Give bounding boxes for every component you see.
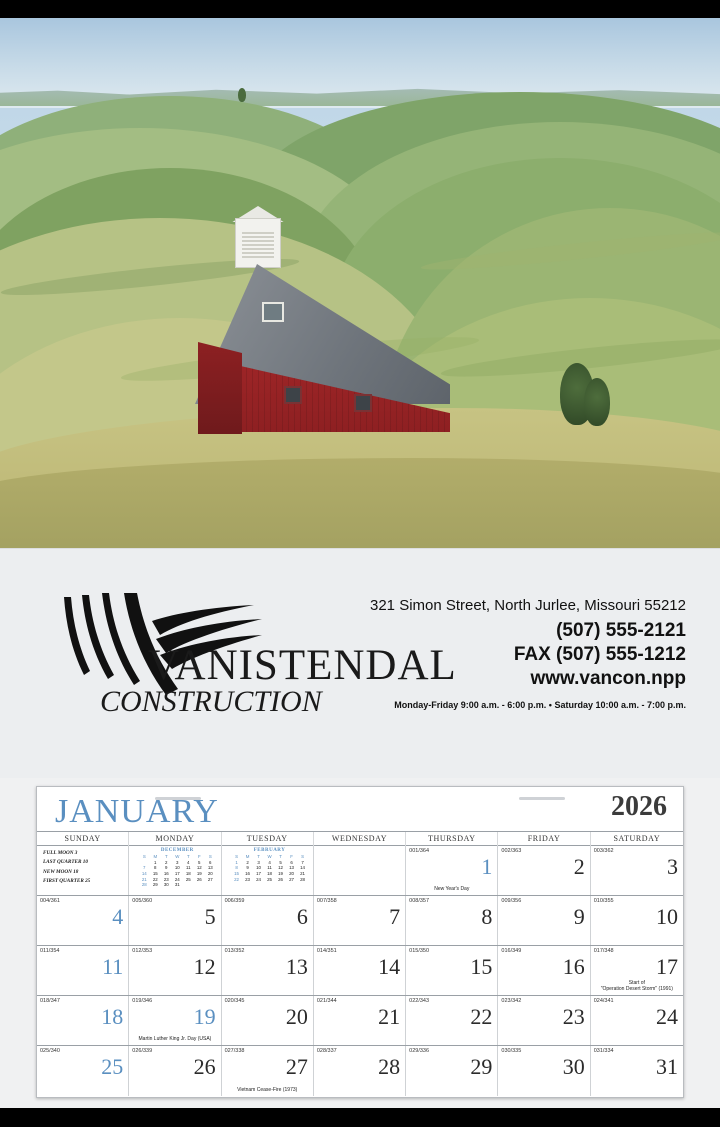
day-cell-30[interactable] xyxy=(498,1046,590,1096)
julian-date: 010/355 xyxy=(593,898,614,904)
day-cell-2[interactable] xyxy=(498,846,590,895)
day-number: 9 xyxy=(573,904,585,929)
julian-date: 020/345 xyxy=(224,998,245,1004)
day-number: 7 xyxy=(389,904,401,929)
contact-block xyxy=(370,597,686,710)
company-phone: (507) 555-2121 xyxy=(556,620,686,641)
day-cell-24[interactable] xyxy=(591,996,683,1045)
day-number: 29 xyxy=(470,1054,493,1079)
advertiser-panel xyxy=(0,548,720,778)
julian-date: 002/363 xyxy=(501,848,522,854)
hero-photo xyxy=(0,18,720,548)
day-number: 30 xyxy=(562,1054,585,1079)
julian-date: 004/361 xyxy=(40,898,60,904)
day-cell-16[interactable] xyxy=(498,946,590,995)
barn-window xyxy=(262,302,284,322)
julian-date: 012/353 xyxy=(132,948,153,954)
julian-date: 026/339 xyxy=(132,1048,153,1054)
day-header-friday: FRIDAY xyxy=(498,832,590,846)
barn-window xyxy=(284,386,302,404)
calendar-header xyxy=(37,787,683,831)
julian-date: 016/349 xyxy=(501,948,522,954)
day-of-week-row xyxy=(37,831,683,845)
day-cell-11[interactable] xyxy=(37,946,129,995)
day-number: 19 xyxy=(193,1004,216,1029)
calendar-page xyxy=(0,18,720,1108)
day-cell-21[interactable] xyxy=(314,996,406,1045)
day-cell-1[interactable] xyxy=(406,846,498,895)
day-number: 4 xyxy=(112,904,124,929)
day-cell-23[interactable] xyxy=(498,996,590,1045)
day-number: 27 xyxy=(285,1054,308,1079)
company-website[interactable]: www.vancon.npp xyxy=(530,668,686,689)
julian-date: 029/336 xyxy=(409,1048,430,1054)
day-number: 16 xyxy=(562,954,585,979)
day-cell-22[interactable] xyxy=(406,996,498,1045)
day-header-monday: MONDAY xyxy=(129,832,221,846)
day-number: 22 xyxy=(470,1004,493,1029)
julian-date: 014/351 xyxy=(316,948,337,954)
foreground-field-shadow xyxy=(0,458,720,548)
day-header-sunday: SUNDAY xyxy=(37,832,129,846)
julian-date: 023/342 xyxy=(501,998,522,1004)
julian-date: 003/362 xyxy=(593,848,614,854)
julian-date: 019/346 xyxy=(132,998,153,1004)
mini-month: DECEMBER S M T W T F S 1 2 3 4 5 6 7 8 9 10 11 12 13 14 15 16 17 18 19 20 21 22 23 24 25 26 27 28 29 30 31 xyxy=(135,848,219,888)
moon-phase-list: FULL MOON 3 LAST QUARTER 10 NEW MOON 18 FIRST QUARTER 25 xyxy=(43,850,91,885)
day-number: 28 xyxy=(378,1054,401,1079)
julian-date: 027/338 xyxy=(224,1048,245,1054)
day-header-wednesday: WEDNESDAY xyxy=(314,832,406,846)
day-cell-28[interactable] xyxy=(314,1046,406,1096)
day-cell-3[interactable] xyxy=(591,846,683,895)
day-cell-18[interactable] xyxy=(37,996,129,1045)
moon-phase-cell xyxy=(37,846,129,895)
calendar-week-row xyxy=(37,1046,683,1096)
julian-date: 008/357 xyxy=(409,898,430,904)
julian-date: 007/358 xyxy=(316,898,337,904)
calendar-week-row xyxy=(37,946,683,996)
calendar-weeks xyxy=(37,845,683,1096)
tree xyxy=(238,88,246,102)
empty-cell xyxy=(314,846,406,895)
day-number: 15 xyxy=(470,954,493,979)
day-number: 23 xyxy=(562,1004,585,1029)
julian-date: 013/352 xyxy=(224,948,245,954)
julian-date: 022/343 xyxy=(409,998,430,1004)
day-note: New Year's Day xyxy=(434,885,470,892)
page-bottom-bar xyxy=(0,1108,720,1127)
julian-date: 001/364 xyxy=(409,848,430,854)
mini-month-title: DECEMBER xyxy=(160,848,194,853)
julian-date: 030/335 xyxy=(501,1048,522,1054)
julian-date: 018/347 xyxy=(40,998,60,1004)
mini-month: FEBRUARY S M T W T F S 1 2 3 4 5 6 7 8 9 10 11 12 13 14 15 16 17 18 19 20 21 22 23 24 25 26 27 28 xyxy=(228,848,312,882)
calendar-week-row xyxy=(37,996,683,1046)
julian-date: 009/356 xyxy=(501,898,522,904)
day-number: 18 xyxy=(101,1004,124,1029)
mini-month-title: FEBRUARY xyxy=(253,848,286,853)
red-barn xyxy=(190,218,460,433)
day-header-saturday: SATURDAY xyxy=(613,834,661,843)
day-number: 31 xyxy=(655,1054,678,1079)
day-number: 17 xyxy=(655,954,678,979)
day-number: 10 xyxy=(655,904,678,929)
day-number: 8 xyxy=(481,904,493,929)
day-cell-29[interactable] xyxy=(406,1046,498,1096)
julian-date: 028/337 xyxy=(316,1048,337,1054)
day-cell-10[interactable] xyxy=(591,896,683,945)
day-cell-6[interactable] xyxy=(222,896,314,945)
mini-month-february xyxy=(222,846,314,895)
barn-side-wall xyxy=(198,342,242,434)
day-note: Start of "Operation Desert Storm" (1991) xyxy=(600,979,673,992)
day-cell-5[interactable] xyxy=(129,896,221,945)
calendar-week-row xyxy=(37,896,683,946)
day-cell-27[interactable] xyxy=(222,1046,314,1096)
barn-window xyxy=(354,394,372,412)
company-subtitle: CONSTRUCTION xyxy=(100,685,322,718)
day-cell-31[interactable] xyxy=(591,1046,683,1096)
day-cell-7[interactable] xyxy=(314,896,406,945)
day-cell-8[interactable] xyxy=(406,896,498,945)
company-fax: FAX (507) 555-1212 xyxy=(513,644,686,665)
day-number: 6 xyxy=(296,904,308,929)
julian-date: 017/348 xyxy=(593,948,614,954)
day-number: 12 xyxy=(193,954,216,979)
julian-date: 011/354 xyxy=(40,948,60,954)
day-cell-19[interactable] xyxy=(129,996,221,1045)
day-cell-20[interactable] xyxy=(222,996,314,1045)
day-note: Martin Luther King Jr. Day (USA) xyxy=(138,1035,212,1042)
calendar-grid xyxy=(36,786,684,1098)
day-number: 25 xyxy=(101,1054,124,1079)
day-number: 26 xyxy=(193,1054,216,1079)
julian-date: 006/359 xyxy=(224,898,245,904)
julian-date: 005/360 xyxy=(132,898,153,904)
day-cell-4[interactable] xyxy=(37,896,129,945)
day-number: 11 xyxy=(102,954,124,979)
day-number: 24 xyxy=(655,1004,678,1029)
day-cell-15[interactable] xyxy=(406,946,498,995)
month-label: JANUARY xyxy=(55,793,219,830)
cupola-vent xyxy=(242,232,274,258)
day-cell-13[interactable] xyxy=(222,946,314,995)
calendar-area xyxy=(0,778,720,1108)
day-cell-12[interactable] xyxy=(129,946,221,995)
year-label: 2026 xyxy=(611,791,667,822)
day-number: 20 xyxy=(285,1004,308,1029)
day-cell-14[interactable] xyxy=(314,946,406,995)
julian-date: 025/340 xyxy=(40,1048,60,1054)
day-header-thursday: THURSDAY xyxy=(406,832,498,846)
day-number: 13 xyxy=(285,954,308,979)
julian-date: 031/334 xyxy=(593,1048,614,1054)
day-number: 14 xyxy=(378,954,401,979)
day-number: 1 xyxy=(481,854,493,879)
company-hours: Monday-Friday 9:00 a.m. - 6:00 p.m. • Saturday 10:00 a.m. - 7:00 p.m. xyxy=(394,700,686,710)
tree xyxy=(584,378,610,426)
day-number: 3 xyxy=(666,854,678,879)
julian-date: 021/344 xyxy=(316,998,337,1004)
day-cell-17[interactable] xyxy=(591,946,683,995)
julian-date: 024/341 xyxy=(593,998,614,1004)
day-header-tuesday: TUESDAY xyxy=(222,832,314,846)
day-cell-26[interactable] xyxy=(129,1046,221,1096)
julian-date: 015/350 xyxy=(409,948,430,954)
day-number: 5 xyxy=(204,904,216,929)
day-cell-9[interactable] xyxy=(498,896,590,945)
day-number: 2 xyxy=(573,854,585,879)
day-number: 21 xyxy=(378,1004,401,1029)
day-cell-25[interactable] xyxy=(37,1046,129,1096)
mini-month-december xyxy=(129,846,221,895)
calendar-week-row xyxy=(37,846,683,896)
company-address: 321 Simon Street, North Jurlee, Missouri 55212 xyxy=(370,597,686,614)
company-name: VANISTENDAL xyxy=(148,642,457,689)
day-note: Vietnam Cease-Fire (1973) xyxy=(237,1086,298,1093)
